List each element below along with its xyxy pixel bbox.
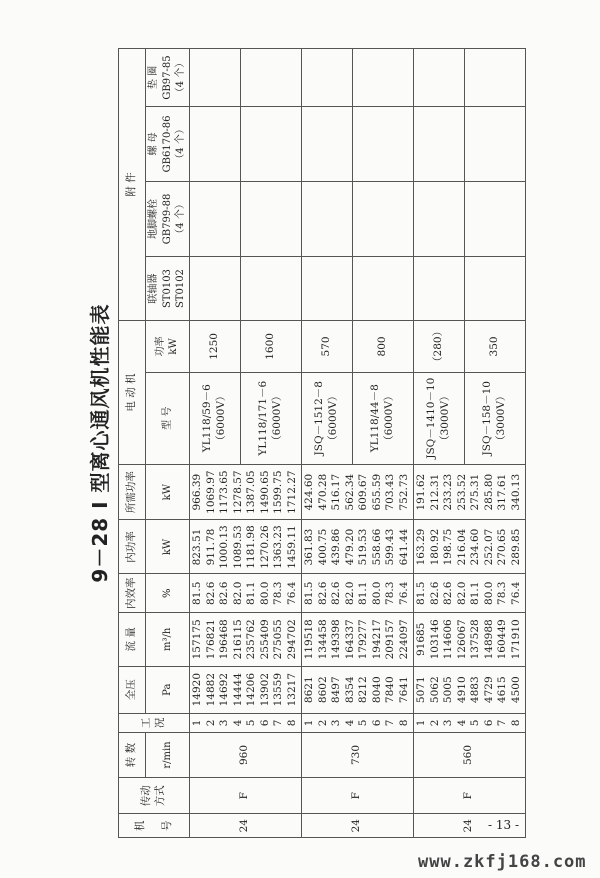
motor-power-cell: 350 [464,321,525,372]
nut-cell [240,106,301,181]
washer-cell [189,49,240,107]
machine-no-cell: 24 [413,814,525,838]
inner-power-cell: 823.51 911.78 1000.13 1089.53 1181.98 1270.26 1363.23 1459.11 [189,520,301,574]
header-motor: 电 动 机 [119,321,146,465]
speed-cell: 730 [301,733,413,778]
performance-table [118,48,526,838]
table-row-group-730-a [301,49,352,838]
coupling-cell [189,256,240,320]
pressure-cell: 5071 5062 5005 4910 4883 4729 4615 4500 [413,666,525,713]
req-power-cell: 424.60 470.28 516.17 562.34 609.67 655.59 703.43 752.73 [301,464,413,520]
nut-cell [352,106,413,181]
header-efficiency: 内效率 [119,574,146,613]
header-machine-no: 机 号 [119,814,190,838]
req-power-cell: 191.62 212.31 233.23 253.52 275.31 285.80 317.61 340.13 [413,464,525,520]
motor-power-cell: 1250 [189,321,240,372]
header-motor-model: 型 号 [146,372,190,464]
header-pressure: 全压 [119,666,146,713]
header-drive: 传动 方式 [119,778,190,814]
motor-model-cell: YL118/59－6 （6000V） [189,372,240,464]
speed-cell: 560 [413,733,525,778]
pressure-cell: 8621 8602 8497 8354 8212 8040 7840 7641 [301,666,413,713]
anchor-bolt-cell [301,181,352,256]
flow-cell: 91685 103146 114606 126067 137528 148988 160449 171910 [413,613,525,667]
header-efficiency-unit: % [146,574,190,613]
drive-cell: F [189,778,301,814]
motor-model-cell: YL118/44－8 （6000V） [352,372,413,464]
condition-cell: 1 2 3 4 5 6 7 8 [189,713,301,732]
req-power-cell: 966.39 1069.97 1173.65 1278.57 1387.05 1490.65 1599.75 1712.27 [189,464,301,520]
motor-power-cell: 800 [352,321,413,372]
coupling-cell [352,256,413,320]
table-row-group-560-a [413,49,464,838]
header-speed-unit: r/min [146,733,190,778]
motor-model-cell: JSQ－158－10 （3000V） [464,372,525,464]
flow-cell: 119518 134458 149398 164337 179277 194217 209157 224097 [301,613,413,667]
header-nut: 螺 母 GB6170-86 （4 个） [146,106,190,181]
coupling-cell [240,256,301,320]
anchor-bolt-cell [352,181,413,256]
efficiency-cell: 81.5 82.6 82.6 82.0 81.1 80.0 78.3 76.4 [301,574,413,613]
condition-cell: 1 2 3 4 5 6 7 8 [413,713,525,732]
flow-cell: 157175 176821 196468 216115 235762 255409 275055 294702 [189,613,301,667]
drive-cell: F [301,778,413,814]
motor-power-cell: （280） [413,321,464,372]
washer-cell [413,49,464,107]
inner-power-cell: 361.83 400.75 439.86 479.20 519.53 558.66 599.43 641.44 [301,520,413,574]
speed-cell: 960 [189,733,301,778]
motor-model-cell: JSQ－1410－10 （3000V） [413,372,464,464]
motor-model-cell: JSQ－1512－8 （6000V） [301,372,352,464]
anchor-bolt-cell [464,181,525,256]
page-number: - 13 - [488,818,520,832]
machine-no-cell: 24 [301,814,413,838]
motor-power-cell: 1600 [240,321,301,372]
header-washer: 垫 圈 GB97-85 （4 个） [146,49,190,107]
header-row-1 [119,49,146,838]
header-flow-unit: m³/h [146,613,190,667]
header-motor-power: 功率 kW [146,321,190,372]
anchor-bolt-cell [240,181,301,256]
page-title: 9－28 I 型离心通风机性能表 [88,303,112,583]
anchor-bolt-cell [413,181,464,256]
anchor-bolt-cell [189,181,240,256]
header-req-power: 所需功率 [119,464,146,520]
header-pressure-unit: Pa [146,666,190,713]
washer-cell [352,49,413,107]
nut-cell [189,106,240,181]
coupling-cell [464,256,525,320]
efficiency-cell: 81.5 82.6 82.6 82.0 81.1 80.0 78.3 76.4 [189,574,301,613]
header-coupling: 联轴器 ST0103 ST0102 [146,256,190,320]
rotated-sheet [78,48,588,838]
pressure-cell: 14920 14882 14692 14444 14206 13902 13559 13217 [189,666,301,713]
washer-cell [464,49,525,107]
nut-cell [301,106,352,181]
motor-power-cell: 570 [301,321,352,372]
header-inner-power-unit: kW [146,520,190,574]
header-anchor-bolt: 地脚螺栓 GB799-88 （4 个） [146,181,190,256]
washer-cell [301,49,352,107]
inner-power-cell: 163.29 180.92 198.75 216.04 234.60 252.07 270.65 289.85 [413,520,525,574]
washer-cell [240,49,301,107]
motor-model-cell: YL118/171－6 （6000V） [240,372,301,464]
nut-cell [464,106,525,181]
header-inner-power: 内功率 [119,520,146,574]
header-flow: 流 量 [119,613,146,667]
coupling-cell [413,256,464,320]
coupling-cell [301,256,352,320]
drive-cell: F [413,778,525,814]
header-req-power-unit: kW [146,464,190,520]
machine-no-cell: 24 [189,814,301,838]
efficiency-cell: 81.5 82.6 82.6 82.0 81.1 80.0 78.3 76.4 [413,574,525,613]
header-condition: 工 况 [119,713,190,732]
nut-cell [413,106,464,181]
watermark-text: www.zkfj168.com [418,852,587,872]
table-row-group-960-a [189,49,240,838]
header-speed: 转 数 [119,733,146,778]
condition-cell: 1 2 3 4 5 6 7 8 [301,713,413,732]
header-accessories: 附 件 [119,49,146,321]
